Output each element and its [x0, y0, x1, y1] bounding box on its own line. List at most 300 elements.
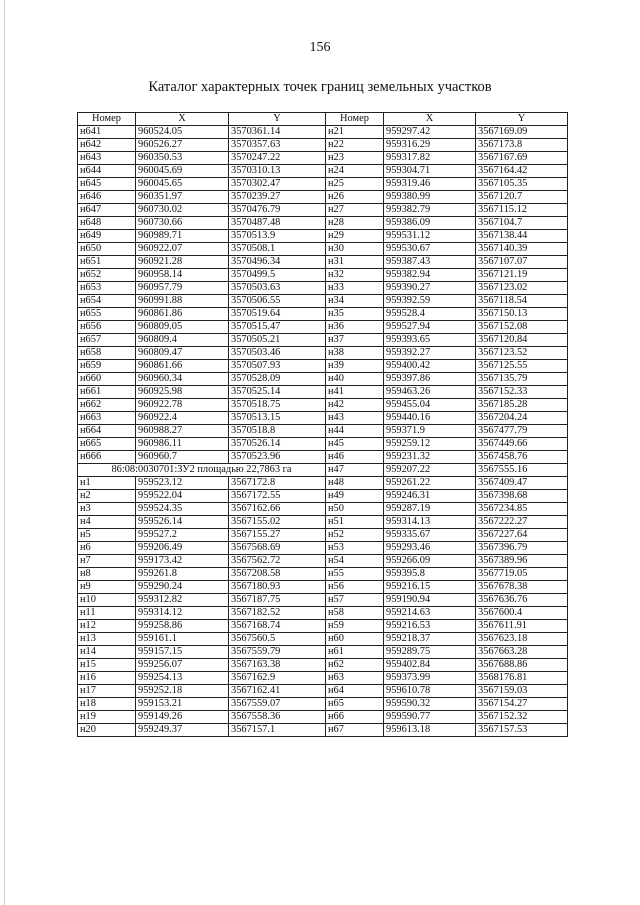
point-number-right: н34 [326, 295, 384, 308]
point-number-left: н17 [78, 685, 136, 698]
point-number-left: н660 [78, 373, 136, 386]
x-coord-left: 959173.42 [136, 555, 229, 568]
table-row [78, 321, 568, 334]
table-row [78, 581, 568, 594]
point-number-right: н57 [326, 594, 384, 607]
x-coord-left: 959290.24 [136, 581, 229, 594]
x-coord-right: 959530.67 [384, 243, 476, 256]
point-number-left: н644 [78, 165, 136, 178]
y-coord-left: 3567155.27 [229, 529, 326, 542]
x-coord-right: 959440.16 [384, 412, 476, 425]
x-coord-left: 959312.82 [136, 594, 229, 607]
y-coord-right: 3567150.13 [476, 308, 568, 321]
y-coord-right: 3567152.33 [476, 386, 568, 399]
y-coord-left: 3567162.41 [229, 685, 326, 698]
header-x-right: X [384, 113, 476, 126]
table-row [78, 516, 568, 529]
x-coord-left: 960351.97 [136, 191, 229, 204]
header-number-right: Номер [326, 113, 384, 126]
x-coord-left: 959254.13 [136, 672, 229, 685]
x-coord-right: 959304.71 [384, 165, 476, 178]
table-row [78, 412, 568, 425]
y-coord-right: 3567118.54 [476, 295, 568, 308]
y-coord-right: 3567120.84 [476, 334, 568, 347]
x-coord-right: 959402.84 [384, 659, 476, 672]
x-coord-right: 959319.46 [384, 178, 476, 191]
x-coord-right: 959613.18 [384, 724, 476, 737]
header-y-left: Y [229, 113, 326, 126]
x-coord-right: 959216.53 [384, 620, 476, 633]
x-coord-right: 959287.19 [384, 503, 476, 516]
point-number-right: н67 [326, 724, 384, 737]
point-number-left: н652 [78, 269, 136, 282]
y-coord-left: 3570518.8 [229, 425, 326, 438]
table-row [78, 607, 568, 620]
y-coord-left: 3567162.9 [229, 672, 326, 685]
y-coord-left: 3570503.63 [229, 282, 326, 295]
x-coord-right: 959214.63 [384, 607, 476, 620]
x-coord-right: 959528.4 [384, 308, 476, 321]
point-number-right: н27 [326, 204, 384, 217]
y-coord-left: 3570361.14 [229, 126, 326, 139]
point-number-right: н59 [326, 620, 384, 633]
point-number-right: н46 [326, 451, 384, 464]
table-row [78, 295, 568, 308]
point-number-left: н653 [78, 282, 136, 295]
x-coord-left: 960809.47 [136, 347, 229, 360]
y-coord-right: 3567159.03 [476, 685, 568, 698]
point-number-right: н45 [326, 438, 384, 451]
table-row [78, 711, 568, 724]
y-coord-left: 3567562.72 [229, 555, 326, 568]
x-coord-left: 959252.18 [136, 685, 229, 698]
table-row [78, 633, 568, 646]
point-number-right: н60 [326, 633, 384, 646]
x-coord-right: 959382.94 [384, 269, 476, 282]
table-row [78, 685, 568, 698]
point-number-right: н56 [326, 581, 384, 594]
table-row [78, 646, 568, 659]
point-number-right: н44 [326, 425, 384, 438]
point-number-left: н643 [78, 152, 136, 165]
table-row [78, 152, 568, 165]
point-number-right: н29 [326, 230, 384, 243]
x-coord-right: 959393.65 [384, 334, 476, 347]
x-coord-right: 959293.46 [384, 542, 476, 555]
point-number-left: н665 [78, 438, 136, 451]
table-row [78, 217, 568, 230]
x-coord-right: 959289.75 [384, 646, 476, 659]
point-number-left: н10 [78, 594, 136, 607]
table-row [78, 542, 568, 555]
x-coord-right: 959207.22 [384, 464, 476, 477]
y-coord-right: 3567555.16 [476, 464, 568, 477]
y-coord-right: 3567396.79 [476, 542, 568, 555]
point-number-right: н39 [326, 360, 384, 373]
y-coord-right: 3567104.7 [476, 217, 568, 230]
point-number-right: н42 [326, 399, 384, 412]
y-coord-right: 3567185.28 [476, 399, 568, 412]
x-coord-right: 959266.09 [384, 555, 476, 568]
table-row [78, 230, 568, 243]
table-body [78, 126, 568, 737]
x-coord-left: 960045.69 [136, 165, 229, 178]
x-coord-left: 959206.49 [136, 542, 229, 555]
point-number-left: н13 [78, 633, 136, 646]
x-coord-left: 960045.65 [136, 178, 229, 191]
y-coord-left: 3567172.8 [229, 477, 326, 490]
y-coord-right: 3567125.55 [476, 360, 568, 373]
x-coord-right: 959373.99 [384, 672, 476, 685]
y-coord-right: 3567105.35 [476, 178, 568, 191]
x-coord-left: 960988.27 [136, 425, 229, 438]
point-number-left: н7 [78, 555, 136, 568]
table-row [78, 724, 568, 737]
point-number-left: н646 [78, 191, 136, 204]
point-number-right: н54 [326, 555, 384, 568]
x-coord-left: 960809.4 [136, 334, 229, 347]
y-coord-right: 3567623.18 [476, 633, 568, 646]
point-number-right: н22 [326, 139, 384, 152]
y-coord-right: 3567138.44 [476, 230, 568, 243]
point-number-left: н2 [78, 490, 136, 503]
y-coord-right: 3567663.28 [476, 646, 568, 659]
point-number-right: н55 [326, 568, 384, 581]
table-row [78, 139, 568, 152]
header-y-right: Y [476, 113, 568, 126]
y-coord-right: 3567227.64 [476, 529, 568, 542]
y-coord-right: 3567152.32 [476, 711, 568, 724]
table-row [78, 503, 568, 516]
x-coord-right: 959400.42 [384, 360, 476, 373]
x-coord-right: 959395.8 [384, 568, 476, 581]
point-number-right: н66 [326, 711, 384, 724]
x-coord-right: 959246.31 [384, 490, 476, 503]
y-coord-left: 3570513.15 [229, 412, 326, 425]
y-coord-left: 3570528.09 [229, 373, 326, 386]
point-number-left: н19 [78, 711, 136, 724]
point-number-left: н655 [78, 308, 136, 321]
table-row [78, 568, 568, 581]
x-coord-left: 960730.02 [136, 204, 229, 217]
x-coord-right: 959314.13 [384, 516, 476, 529]
point-number-right: н25 [326, 178, 384, 191]
point-number-right: н26 [326, 191, 384, 204]
point-number-left: н6 [78, 542, 136, 555]
y-coord-right: 3567449.66 [476, 438, 568, 451]
x-coord-right: 959218.37 [384, 633, 476, 646]
point-number-left: н5 [78, 529, 136, 542]
point-number-left: н12 [78, 620, 136, 633]
page-number: 156 [309, 40, 331, 55]
x-coord-right: 959297.42 [384, 126, 476, 139]
y-coord-left: 3570508.1 [229, 243, 326, 256]
table-row [78, 659, 568, 672]
point-number-right: н28 [326, 217, 384, 230]
point-number-right: н62 [326, 659, 384, 672]
y-coord-right: 3567719.05 [476, 568, 568, 581]
table-row [78, 490, 568, 503]
y-coord-left: 3570513.9 [229, 230, 326, 243]
x-coord-left: 960350.53 [136, 152, 229, 165]
header-x-left: X [136, 113, 229, 126]
table-row [78, 334, 568, 347]
x-coord-left: 960921.28 [136, 256, 229, 269]
table-row [78, 425, 568, 438]
point-number-right: н23 [326, 152, 384, 165]
point-number-right: н21 [326, 126, 384, 139]
point-number-left: н647 [78, 204, 136, 217]
x-coord-right: 959590.32 [384, 698, 476, 711]
x-coord-left: 960960.7 [136, 451, 229, 464]
x-coord-left: 959161.1 [136, 633, 229, 646]
x-coord-left: 960730.66 [136, 217, 229, 230]
x-coord-left: 960809.05 [136, 321, 229, 334]
x-coord-right: 959390.27 [384, 282, 476, 295]
x-coord-right: 959590.77 [384, 711, 476, 724]
y-coord-right: 3567173.8 [476, 139, 568, 152]
y-coord-left: 3567168.74 [229, 620, 326, 633]
x-coord-left: 959524.35 [136, 503, 229, 516]
x-coord-right: 959231.32 [384, 451, 476, 464]
x-coord-right: 959387.43 [384, 256, 476, 269]
x-coord-left: 959522.04 [136, 490, 229, 503]
y-coord-left: 3570515.47 [229, 321, 326, 334]
x-coord-left: 960957.79 [136, 282, 229, 295]
point-number-left: н3 [78, 503, 136, 516]
y-coord-left: 3570505.21 [229, 334, 326, 347]
x-coord-right: 959335.67 [384, 529, 476, 542]
y-coord-right: 3567688.86 [476, 659, 568, 672]
point-number-right: н30 [326, 243, 384, 256]
table-row [78, 386, 568, 399]
y-coord-right: 3567115.12 [476, 204, 568, 217]
table-row [78, 555, 568, 568]
y-coord-left: 3570507.93 [229, 360, 326, 373]
table-row [78, 451, 568, 464]
y-coord-right: 3567222.27 [476, 516, 568, 529]
x-coord-right: 959531.12 [384, 230, 476, 243]
section-label: 86:08:0030701:ЗУ2 площадью 22,7863 га [78, 464, 326, 477]
y-coord-left: 3570523.96 [229, 451, 326, 464]
y-coord-right: 3567121.19 [476, 269, 568, 282]
x-coord-right: 959371.9 [384, 425, 476, 438]
document-title: Каталог характерных точек границ земельных участков [148, 79, 492, 95]
point-number-right: н63 [326, 672, 384, 685]
y-coord-left: 3567208.58 [229, 568, 326, 581]
point-number-right: н50 [326, 503, 384, 516]
y-coord-left: 3570476.79 [229, 204, 326, 217]
point-number-right: н65 [326, 698, 384, 711]
x-coord-left: 959149.26 [136, 711, 229, 724]
point-number-right: н35 [326, 308, 384, 321]
y-coord-left: 3570239.27 [229, 191, 326, 204]
point-number-left: н1 [78, 477, 136, 490]
y-coord-left: 3570310.13 [229, 165, 326, 178]
x-coord-right: 959190.94 [384, 594, 476, 607]
table-row [78, 438, 568, 451]
point-number-left: н648 [78, 217, 136, 230]
point-number-right: н58 [326, 607, 384, 620]
point-number-left: н14 [78, 646, 136, 659]
y-coord-right: 3567234.85 [476, 503, 568, 516]
x-coord-left: 960922.78 [136, 399, 229, 412]
x-coord-left: 959314.12 [136, 607, 229, 620]
y-coord-right: 3567135.79 [476, 373, 568, 386]
y-coord-left: 3567163.38 [229, 659, 326, 672]
y-coord-right: 3567389.96 [476, 555, 568, 568]
y-coord-right: 3567611.91 [476, 620, 568, 633]
x-coord-right: 959216.15 [384, 581, 476, 594]
x-coord-left: 960861.86 [136, 308, 229, 321]
table-row [78, 360, 568, 373]
y-coord-right: 3567164.42 [476, 165, 568, 178]
y-coord-right: 3567154.27 [476, 698, 568, 711]
x-coord-left: 960526.27 [136, 139, 229, 152]
y-coord-right: 3567204.24 [476, 412, 568, 425]
x-coord-left: 959256.07 [136, 659, 229, 672]
x-coord-right: 959259.12 [384, 438, 476, 451]
y-coord-left: 3567157.1 [229, 724, 326, 737]
y-coord-right: 3567169.09 [476, 126, 568, 139]
table-row [78, 672, 568, 685]
y-coord-right: 3567140.39 [476, 243, 568, 256]
point-number-left: н9 [78, 581, 136, 594]
point-number-right: н64 [326, 685, 384, 698]
x-coord-left: 960958.14 [136, 269, 229, 282]
x-coord-left: 960960.34 [136, 373, 229, 386]
y-coord-left: 3567172.55 [229, 490, 326, 503]
table-row [78, 269, 568, 282]
y-coord-left: 3570518.75 [229, 399, 326, 412]
table-row [78, 464, 568, 477]
x-coord-right: 959316.29 [384, 139, 476, 152]
x-coord-left: 959258.86 [136, 620, 229, 633]
point-number-right: н51 [326, 516, 384, 529]
y-coord-right: 3567123.02 [476, 282, 568, 295]
point-number-left: н16 [78, 672, 136, 685]
table-row [78, 165, 568, 178]
table-row [78, 529, 568, 542]
point-number-left: н650 [78, 243, 136, 256]
y-coord-left: 3567162.66 [229, 503, 326, 516]
point-number-left: н651 [78, 256, 136, 269]
y-coord-left: 3570525.14 [229, 386, 326, 399]
point-number-right: н49 [326, 490, 384, 503]
table-row [78, 399, 568, 412]
y-coord-left: 3567182.52 [229, 607, 326, 620]
y-coord-right: 3567107.07 [476, 256, 568, 269]
x-coord-left: 959157.15 [136, 646, 229, 659]
point-number-right: н37 [326, 334, 384, 347]
y-coord-left: 3570519.64 [229, 308, 326, 321]
y-coord-left: 3570357.63 [229, 139, 326, 152]
y-coord-left: 3567155.02 [229, 516, 326, 529]
point-number-left: н656 [78, 321, 136, 334]
x-coord-right: 959317.82 [384, 152, 476, 165]
y-coord-left: 3570526.14 [229, 438, 326, 451]
x-coord-left: 959153.21 [136, 698, 229, 711]
point-number-left: н658 [78, 347, 136, 360]
y-coord-left: 3570487.48 [229, 217, 326, 230]
x-coord-right: 959386.09 [384, 217, 476, 230]
header-number-left: Номер [78, 113, 136, 126]
point-number-left: н649 [78, 230, 136, 243]
point-number-right: н32 [326, 269, 384, 282]
point-number-right: н48 [326, 477, 384, 490]
table-row [78, 191, 568, 204]
y-coord-right: 3567636.76 [476, 594, 568, 607]
point-number-right: н38 [326, 347, 384, 360]
x-coord-left: 960986.11 [136, 438, 229, 451]
x-coord-right: 959463.26 [384, 386, 476, 399]
table-header-row [78, 113, 568, 126]
y-coord-right: 3567167.69 [476, 152, 568, 165]
point-number-right: н24 [326, 165, 384, 178]
x-coord-left: 960989.71 [136, 230, 229, 243]
x-coord-right: 959392.27 [384, 347, 476, 360]
x-coord-right: 959397.86 [384, 373, 476, 386]
point-number-left: н654 [78, 295, 136, 308]
y-coord-left: 3567180.93 [229, 581, 326, 594]
y-coord-right: 3567120.7 [476, 191, 568, 204]
x-coord-right: 959455.04 [384, 399, 476, 412]
y-coord-left: 3570506.55 [229, 295, 326, 308]
x-coord-left: 960922.07 [136, 243, 229, 256]
point-number-left: н657 [78, 334, 136, 347]
point-number-left: н663 [78, 412, 136, 425]
point-number-left: н11 [78, 607, 136, 620]
point-number-right: н47 [326, 464, 384, 477]
y-coord-right: 3567157.53 [476, 724, 568, 737]
y-coord-left: 3570496.34 [229, 256, 326, 269]
x-coord-left: 960524.05 [136, 126, 229, 139]
table-row [78, 347, 568, 360]
x-coord-right: 959382.79 [384, 204, 476, 217]
x-coord-right: 959527.94 [384, 321, 476, 334]
y-coord-right: 3567678.38 [476, 581, 568, 594]
point-number-right: н61 [326, 646, 384, 659]
y-coord-left: 3570302.47 [229, 178, 326, 191]
y-coord-left: 3567560.5 [229, 633, 326, 646]
point-number-right: н33 [326, 282, 384, 295]
table-row [78, 282, 568, 295]
y-coord-left: 3567559.79 [229, 646, 326, 659]
point-number-left: н662 [78, 399, 136, 412]
x-coord-left: 960861.66 [136, 360, 229, 373]
point-number-right: н41 [326, 386, 384, 399]
y-coord-right: 3567152.08 [476, 321, 568, 334]
table-row [78, 477, 568, 490]
y-coord-left: 3567568.69 [229, 542, 326, 555]
x-coord-left: 960922.4 [136, 412, 229, 425]
point-number-left: н641 [78, 126, 136, 139]
y-coord-left: 3570499.5 [229, 269, 326, 282]
point-number-left: н8 [78, 568, 136, 581]
coordinates-table [77, 112, 568, 737]
point-number-right: н40 [326, 373, 384, 386]
point-number-right: н53 [326, 542, 384, 555]
y-coord-left: 3570503.46 [229, 347, 326, 360]
y-coord-right: 3567477.79 [476, 425, 568, 438]
table-row [78, 256, 568, 269]
table-row [78, 243, 568, 256]
table-row [78, 698, 568, 711]
x-coord-left: 960991.88 [136, 295, 229, 308]
y-coord-left: 3570247.22 [229, 152, 326, 165]
x-coord-right: 959610.78 [384, 685, 476, 698]
point-number-left: н661 [78, 386, 136, 399]
